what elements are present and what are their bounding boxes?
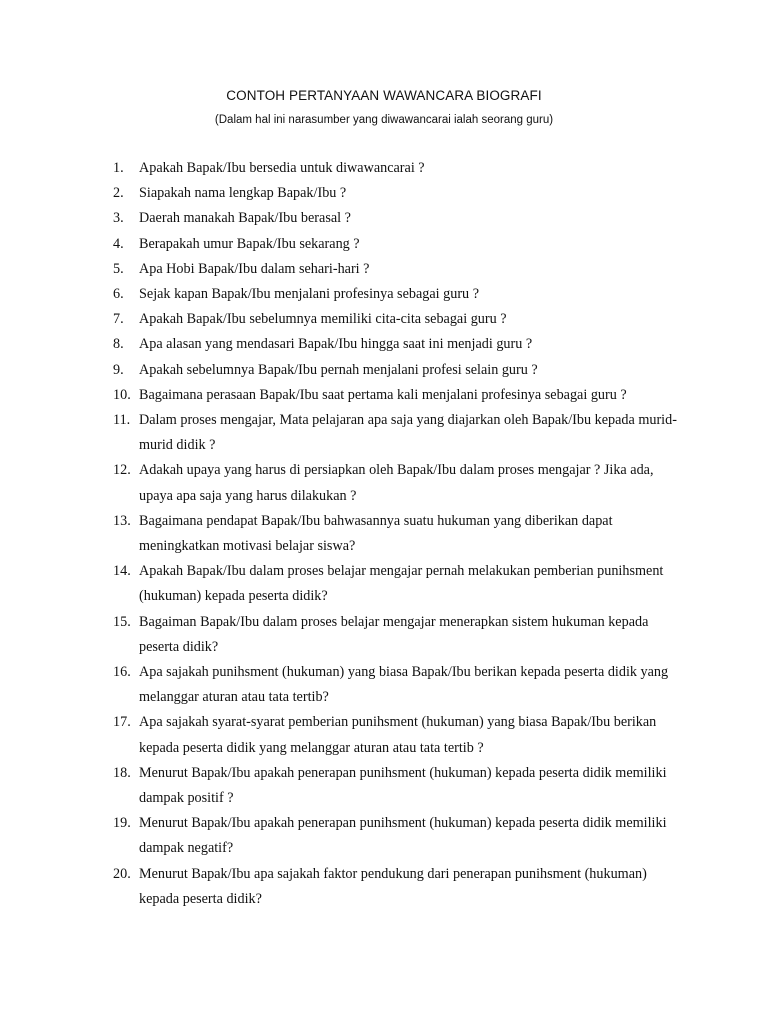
question-text: Apa alasan yang mendasari Bapak/Ibu hingga saat ini menjadi guru ? (139, 336, 533, 353)
question-item (113, 559, 683, 609)
question-number: 9. (113, 361, 124, 378)
question-number: 18. (113, 764, 131, 781)
question-text: Sejak kapan Bapak/Ibu menjalani profesinya sebagai guru ? (139, 286, 479, 303)
question-text: Berapakah umur Bapak/Ibu sekarang ? (139, 235, 360, 252)
question-item (113, 862, 683, 912)
question-item (113, 610, 683, 660)
question-text: Apakah Bapak/Ibu dalam proses belajar mengajar pernah melakukan pemberian punihsment (hukuman) kepada peserta didik? (139, 563, 664, 605)
question-text: Dalam proses mengajar, Mata pelajaran apa saja yang diajarkan oleh Bapak/Ibu kepada murid-murid didik ? (139, 412, 677, 454)
question-item (113, 710, 683, 760)
question-item (113, 811, 683, 861)
question-number: 7. (113, 311, 124, 328)
question-number: 8. (113, 336, 124, 353)
question-text: Menurut Bapak/Ibu apa sajakah faktor pendukung dari penerapan punihsment (hukuman) kepada peserta didik? (139, 865, 647, 907)
question-item (113, 358, 683, 383)
question-text: Bagaiman Bapak/Ibu dalam proses belajar mengajar menerapkan sistem hukuman kepada peserta didik? (139, 613, 649, 655)
question-item (113, 332, 683, 357)
question-text: Daerah manakah Bapak/Ibu berasal ? (139, 210, 351, 227)
question-number: 4. (113, 235, 124, 252)
question-item (113, 509, 683, 559)
document-title: CONTOH PERTANYAAN WAWANCARA BIOGRAFI (226, 88, 542, 103)
question-number: 16. (113, 664, 131, 681)
question-number: 10. (113, 386, 131, 403)
question-text: Apa sajakah syarat-syarat pemberian punihsment (hukuman) yang biasa Bapak/Ibu berikan kepada peserta didik yang melanggar aturan atau tata tertib ? (139, 714, 657, 756)
document-subtitle: (Dalam hal ini narasumber yang diwawancarai ialah seorang guru) (214, 114, 554, 126)
question-item (113, 660, 683, 710)
question-item (113, 257, 683, 282)
question-item (113, 307, 683, 332)
question-item (113, 458, 683, 508)
question-number: 15. (113, 613, 131, 630)
question-item (113, 282, 683, 307)
question-text: Apakah Bapak/Ibu sebelumnya memiliki cita-cita sebagai guru ? (139, 311, 507, 328)
question-item (113, 206, 683, 231)
question-text: Siapakah nama lengkap Bapak/Ibu ? (139, 185, 347, 202)
question-number: 12. (113, 462, 131, 479)
question-number: 11. (113, 412, 131, 429)
question-number: 5. (113, 260, 124, 277)
question-number: 13. (113, 512, 131, 529)
question-item (113, 408, 683, 458)
question-text: Apakah Bapak/Ibu bersedia untuk diwawancarai ? (139, 160, 425, 176)
question-text: Menurut Bapak/Ibu apakah penerapan punihsment (hukuman) kepada peserta didik memiliki dampak positif ? (139, 764, 667, 807)
question-text: Adakah upaya yang harus di persiapkan oleh Bapak/Ibu dalam proses mengajar ? Jika ada, upaya apa saja yang harus dilakukan ? (139, 462, 654, 504)
question-item (113, 232, 683, 257)
question-number: 6. (113, 286, 124, 303)
question-text: Apa sajakah punihsment (hukuman) yang biasa Bapak/Ibu berikan kepada peserta didik yang melanggar aturan atau tata tertib? (139, 664, 669, 706)
question-number: 17. (113, 714, 131, 731)
question-number: 2. (113, 185, 124, 202)
question-text: Menurut Bapak/Ibu apakah penerapan punihsment (hukuman) kepada peserta didik memiliki dampak negatif? (139, 815, 667, 857)
question-text: Bagaimana pendapat Bapak/Ibu bahwasannya suatu hukuman yang diberikan dapat meningkatkan motivasi belajar siswa? (139, 512, 613, 555)
question-item (113, 156, 683, 181)
question-item (113, 181, 683, 206)
question-list (113, 156, 683, 912)
question-text: Apa Hobi Bapak/Ibu dalam sehari-hari ? (139, 260, 370, 277)
question-number: 20. (113, 865, 131, 882)
question-number: 14. (113, 563, 131, 580)
question-text: Apakah sebelumnya Bapak/Ibu pernah menjalani profesi selain guru ? (139, 361, 538, 378)
question-number: 19. (113, 815, 131, 832)
question-item (113, 383, 683, 408)
question-number: 3. (113, 210, 124, 227)
question-text: Bagaimana perasaan Bapak/Ibu saat pertama kali menjalani profesinya sebagai guru ? (139, 386, 627, 403)
question-number: 1. (113, 160, 124, 176)
question-item (113, 761, 683, 811)
